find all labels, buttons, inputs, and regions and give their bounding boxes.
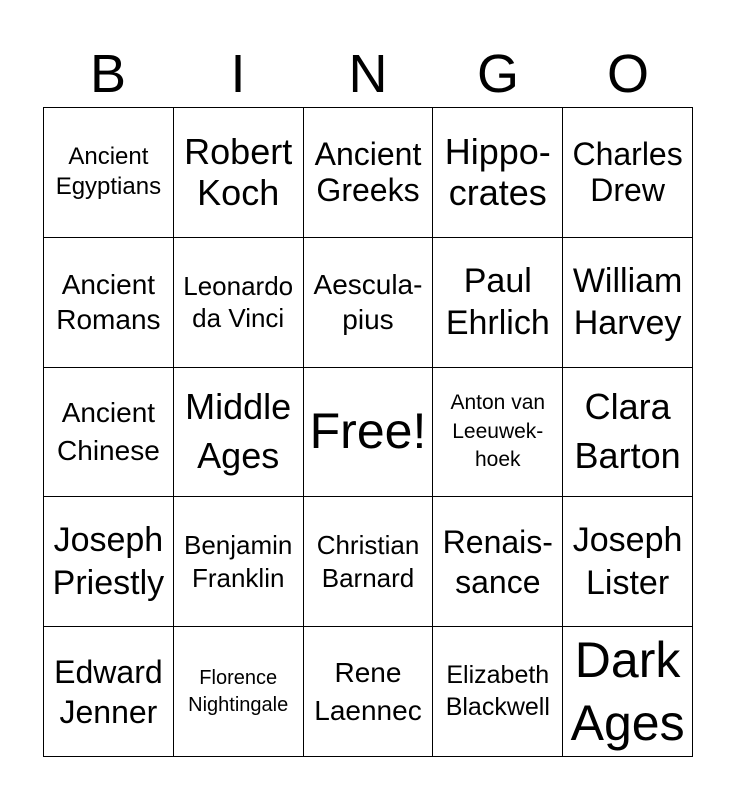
- cell-label: Ancient Egyptians: [55, 143, 162, 201]
- cell-label: Elizabeth Blackwell: [445, 661, 550, 721]
- cell-label: Joseph Priestly: [52, 521, 165, 602]
- bingo-cell[interactable]: [563, 238, 693, 368]
- cell-label: Benjamin Franklin: [183, 530, 293, 593]
- bingo-cell[interactable]: [563, 627, 693, 757]
- cell-label: Dark Ages: [570, 632, 685, 751]
- bingo-cell[interactable]: [174, 238, 304, 368]
- bingo-header: [43, 40, 693, 108]
- cell-label: Clara Barton: [574, 386, 681, 476]
- cell-label: Ancient Greeks: [314, 135, 422, 209]
- cell-label: Hippo-crates: [444, 131, 551, 214]
- bingo-cell[interactable]: [174, 497, 304, 627]
- bingo-cell[interactable]: [44, 368, 174, 498]
- cell-label: Charles Drew: [572, 135, 683, 209]
- bingo-cell[interactable]: [433, 238, 563, 368]
- header-letter-g: G: [476, 44, 519, 104]
- cell-label: Ancient Chinese: [57, 397, 160, 466]
- cell-label: Joseph Lister: [572, 521, 683, 602]
- free-space-label: Free!: [309, 403, 427, 460]
- cell-label: Aescula-pius: [313, 269, 423, 336]
- bingo-cell[interactable]: [563, 368, 693, 498]
- bingo-cell[interactable]: [433, 627, 563, 757]
- bingo-cell[interactable]: [304, 497, 434, 627]
- cell-label: Christian Barnard: [316, 530, 420, 593]
- bingo-cell[interactable]: [174, 108, 304, 238]
- cell-label: William Harvey: [572, 261, 683, 343]
- bingo-cell[interactable]: [563, 108, 693, 238]
- bingo-cell[interactable]: [304, 108, 434, 238]
- cell-label: Middle Ages: [185, 386, 292, 476]
- cell-label: Paul Ehrlich: [445, 261, 550, 343]
- bingo-cell free-cell[interactable]: [304, 368, 434, 498]
- bingo-cell[interactable]: [304, 627, 434, 757]
- bingo-cell[interactable]: [44, 238, 174, 368]
- bingo-cell[interactable]: [433, 368, 563, 498]
- cell-label: Edward Jenner: [54, 653, 163, 730]
- bingo-grid: [43, 107, 693, 757]
- cell-label: Robert Koch: [184, 131, 293, 214]
- header-letter-n: N: [348, 44, 388, 104]
- cell-label: Leonardo da Vinci: [183, 270, 294, 334]
- bingo-cell[interactable]: [563, 497, 693, 627]
- cell-label: Rene Laennec: [314, 656, 422, 726]
- bingo-cell[interactable]: [174, 627, 304, 757]
- header-letter-i: I: [230, 44, 246, 104]
- cell-label: Ancient Romans: [56, 269, 161, 336]
- bingo-cell[interactable]: [433, 497, 563, 627]
- bingo-cell[interactable]: [174, 368, 304, 498]
- cell-label: Anton van Leeuwek-hoek: [450, 391, 546, 472]
- bingo-cell[interactable]: [44, 108, 174, 238]
- cell-label: Renais-sance: [442, 523, 553, 600]
- bingo-cell[interactable]: [304, 238, 434, 368]
- header-letter-o: O: [606, 44, 649, 104]
- header-letter-b: B: [89, 44, 127, 104]
- cell-label: Florence Nightingale: [188, 666, 289, 716]
- bingo-cell[interactable]: [44, 497, 174, 627]
- bingo-cell[interactable]: [44, 627, 174, 757]
- bingo-cell[interactable]: [433, 108, 563, 238]
